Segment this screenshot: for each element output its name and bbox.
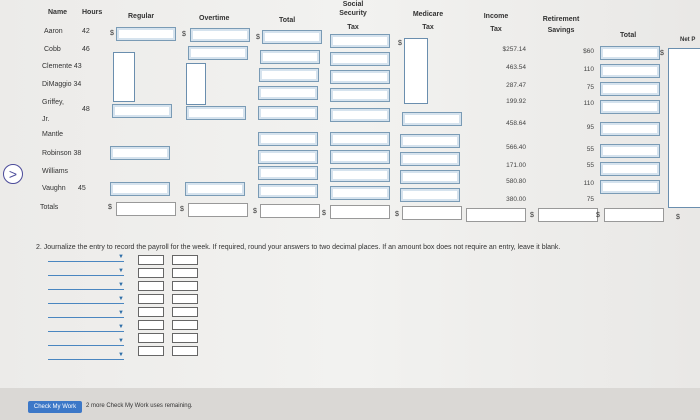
- journal-debit-7[interactable]: [138, 333, 164, 343]
- row-name-robinson: Robinson 38: [42, 150, 82, 157]
- total-input-williams[interactable]: [258, 166, 318, 180]
- totals-dollar-ss: $: [322, 210, 326, 217]
- row-hours-cobb: 46: [82, 46, 90, 53]
- totals-label: Totals: [40, 204, 59, 211]
- chevron-down-icon: ▼: [118, 324, 124, 330]
- retirement-last: 75: [586, 196, 594, 203]
- row-name-williams: Williams: [42, 168, 69, 175]
- total-input-griffey[interactable]: [258, 106, 318, 120]
- total2-input-mantle[interactable]: [600, 122, 660, 136]
- row-name-mantle: Mantle: [42, 131, 64, 138]
- total-input-cobb[interactable]: [260, 50, 320, 64]
- retirement-griffey: 110: [583, 100, 594, 107]
- total-input-clemente[interactable]: [259, 68, 319, 82]
- totals-overtime-input[interactable]: [188, 203, 248, 217]
- chevron-right-icon: >: [8, 166, 18, 182]
- overtime-input-vaughn[interactable]: [185, 182, 245, 196]
- row-hours-vaughn: 45: [78, 185, 86, 192]
- row-name-dimaggio: DiMaggio 34: [42, 81, 82, 88]
- journal-credit-8[interactable]: [172, 346, 198, 356]
- header-total2: Total: [620, 32, 637, 39]
- chevron-down-icon: ▼: [118, 310, 124, 316]
- header-name: Name: [48, 9, 68, 16]
- header-social-security: [328, 0, 378, 32]
- income-tax-dimaggio: 287.47: [506, 82, 526, 89]
- medicare-input-vaughn[interactable]: [400, 188, 460, 202]
- totals-dollar-overtime: $: [180, 206, 184, 213]
- overtime-input-cobb[interactable]: [188, 46, 248, 60]
- medicare-input-mantle[interactable]: [400, 134, 460, 148]
- dollar-total2: $: [660, 50, 664, 57]
- ss-input-mantle[interactable]: [330, 132, 390, 146]
- chevron-down-icon: ▼: [118, 296, 124, 302]
- ss-input-griffey[interactable]: [330, 108, 390, 122]
- total2-input-clemente[interactable]: [600, 64, 660, 78]
- journal-credit-2[interactable]: [172, 268, 198, 278]
- overtime-input-group[interactable]: [186, 63, 206, 105]
- journal-debit-1[interactable]: [138, 255, 164, 265]
- journal-account-dropdown-7[interactable]: [48, 336, 124, 346]
- totals-medicare-input[interactable]: [402, 206, 462, 220]
- overtime-input-aaron[interactable]: [190, 28, 250, 42]
- income-tax-robinson: 566.40: [506, 144, 526, 151]
- income-tax-cobb: $257.14: [502, 46, 526, 53]
- header-hours: Hours: [82, 9, 103, 16]
- header-income-tax: Tax: [490, 26, 502, 33]
- ss-input-robinson[interactable]: [330, 150, 390, 164]
- regular-input-vaughn[interactable]: [110, 182, 170, 196]
- journal-account-dropdown-2[interactable]: [48, 266, 124, 276]
- total-input-aaron[interactable]: [262, 30, 322, 44]
- chevron-down-icon: ▼: [118, 254, 124, 260]
- net-pay-input-group[interactable]: [668, 48, 700, 208]
- income-tax-williams: 171.00: [506, 162, 526, 169]
- ss-input-cobb[interactable]: [330, 52, 390, 66]
- medicare-input-robinson[interactable]: [400, 152, 460, 166]
- retirement-dimaggio: 75: [586, 84, 594, 91]
- income-tax-clemente: 463.54: [506, 64, 526, 71]
- journal-debit-3[interactable]: [138, 281, 164, 291]
- totals-dollar-total: $: [253, 208, 257, 215]
- total-input-vaughn[interactable]: [258, 184, 318, 198]
- header-retirement-savings: Savings: [547, 27, 575, 34]
- totals-dollar-regular: $: [108, 204, 112, 211]
- journal-credit-5[interactable]: [172, 307, 198, 317]
- totals-regular-input[interactable]: [116, 202, 176, 216]
- totals-dollar-medicare: $: [395, 211, 399, 218]
- journal-credit-4[interactable]: [172, 294, 198, 304]
- header-income: [478, 12, 514, 34]
- journal-debit-2[interactable]: [138, 268, 164, 278]
- chevron-down-icon: ▼: [118, 352, 124, 358]
- retirement-williams: 55: [586, 162, 594, 169]
- journal-debit-5[interactable]: [138, 307, 164, 317]
- ss-input-williams[interactable]: [330, 168, 390, 182]
- row-name-aaron: Aaron: [44, 28, 63, 35]
- totals-dollar-retirement: $: [530, 212, 534, 219]
- row-hours-griffey: 48: [82, 106, 90, 113]
- row-name-griffey-jr: Jr.: [42, 116, 50, 123]
- income-tax-vaughn: 580.80: [506, 178, 526, 185]
- total2-input-cobb[interactable]: [600, 46, 660, 60]
- income-tax-mantle: 458.64: [506, 120, 526, 127]
- retirement-vaughn: 110: [583, 180, 594, 187]
- regular-input-group[interactable]: [113, 52, 135, 102]
- total-input-robinson[interactable]: [258, 150, 318, 164]
- medicare-input-williams[interactable]: [400, 170, 460, 184]
- retirement-mantle: 95: [586, 124, 594, 131]
- journal-account-dropdown-5[interactable]: [48, 308, 124, 318]
- total2-input-vaughn[interactable]: [600, 180, 660, 194]
- ss-input-clemente[interactable]: [330, 70, 390, 84]
- dollar-regular: $: [110, 30, 114, 37]
- header-regular: Regular: [128, 13, 155, 20]
- dollar-medicare: $: [398, 40, 402, 47]
- regular-input-robinson[interactable]: [110, 146, 170, 160]
- regular-input-aaron[interactable]: [116, 27, 176, 41]
- total2-input-dimaggio[interactable]: [600, 82, 660, 96]
- header-social-security-label: Social Security: [339, 1, 367, 17]
- chevron-down-icon: ▼: [118, 338, 124, 344]
- header-income-label: Income: [483, 13, 509, 20]
- row-name-clemente: Clemente 43: [42, 63, 82, 70]
- ss-input-aaron[interactable]: [330, 34, 390, 48]
- totals-dollar-net: $: [676, 214, 680, 221]
- retirement-clemente: 110: [583, 66, 594, 73]
- journal-account-dropdown-3[interactable]: [48, 280, 124, 290]
- total-input-mantle[interactable]: [258, 132, 318, 146]
- remaining-text: 2 more Check My Work uses remaining.: [86, 403, 193, 409]
- next-arrow-button[interactable]: [3, 164, 23, 184]
- journal-debit-6[interactable]: [138, 320, 164, 330]
- overtime-input-griffey[interactable]: [186, 106, 246, 120]
- row-hours-aaron: 42: [82, 28, 90, 35]
- medicare-input-griffey[interactable]: [402, 112, 462, 126]
- journal-credit-7[interactable]: [172, 333, 198, 343]
- total2-input-griffey[interactable]: [600, 100, 660, 114]
- totals-ss-input[interactable]: [330, 205, 390, 219]
- total2-input-williams[interactable]: [600, 162, 660, 176]
- totals-total2-input[interactable]: [604, 208, 664, 222]
- journal-debit-8[interactable]: [138, 346, 164, 356]
- header-overtime: Overtime: [199, 15, 230, 22]
- journal-account-dropdown-4[interactable]: [48, 294, 124, 304]
- totals-income-input[interactable]: [466, 208, 526, 222]
- totals-retirement-input[interactable]: [538, 208, 598, 222]
- header-retirement-label: Retirement: [542, 16, 580, 23]
- retirement-cobb: $60: [583, 48, 594, 55]
- dollar-total: $: [256, 34, 260, 41]
- row-name-griffey: Griffey,: [42, 99, 64, 106]
- ss-input-dimaggio[interactable]: [330, 88, 390, 102]
- journal-account-dropdown-8[interactable]: [48, 350, 124, 360]
- row-name-vaughn: Vaughn: [42, 185, 66, 192]
- journal-credit-3[interactable]: [172, 281, 198, 291]
- journal-account-dropdown-6[interactable]: [48, 322, 124, 332]
- regular-input-griffey[interactable]: [112, 104, 172, 118]
- question-text: 2. Journalize the entry to record the payroll for the week. If required, round your answers to two decimal places. If an amount box does not require an entry, leave it blank.: [36, 244, 561, 251]
- journal-account-dropdown-1[interactable]: [48, 252, 124, 262]
- header-total: Total: [279, 17, 296, 24]
- header-net-pay: Net P: [680, 37, 696, 43]
- check-my-work-button[interactable]: Check My Work: [28, 401, 82, 413]
- retirement-robinson: 55: [586, 146, 594, 153]
- dollar-overtime: $: [182, 31, 186, 38]
- income-tax-griffey: 199.92: [506, 98, 526, 105]
- total-input-dimaggio[interactable]: [258, 86, 318, 100]
- header-retirement: [538, 15, 584, 35]
- journal-debit-4[interactable]: [138, 294, 164, 304]
- header-medicare-tax: Tax: [422, 24, 434, 31]
- chevron-down-icon: ▼: [118, 268, 124, 274]
- row-name-cobb: Cobb: [44, 46, 61, 53]
- header-medicare: [410, 10, 446, 32]
- medicare-input-group[interactable]: [404, 38, 428, 104]
- header-social-security-tax: Tax: [347, 24, 359, 31]
- journal-credit-1[interactable]: [172, 255, 198, 265]
- income-tax-last: 380.00: [506, 196, 526, 203]
- total2-input-robinson[interactable]: [600, 144, 660, 158]
- ss-input-vaughn[interactable]: [330, 186, 390, 200]
- totals-total-input[interactable]: [260, 204, 320, 218]
- journal-credit-6[interactable]: [172, 320, 198, 330]
- header-medicare-label: Medicare: [412, 11, 444, 18]
- chevron-down-icon: ▼: [118, 282, 124, 288]
- totals-dollar-total2: $: [596, 212, 600, 219]
